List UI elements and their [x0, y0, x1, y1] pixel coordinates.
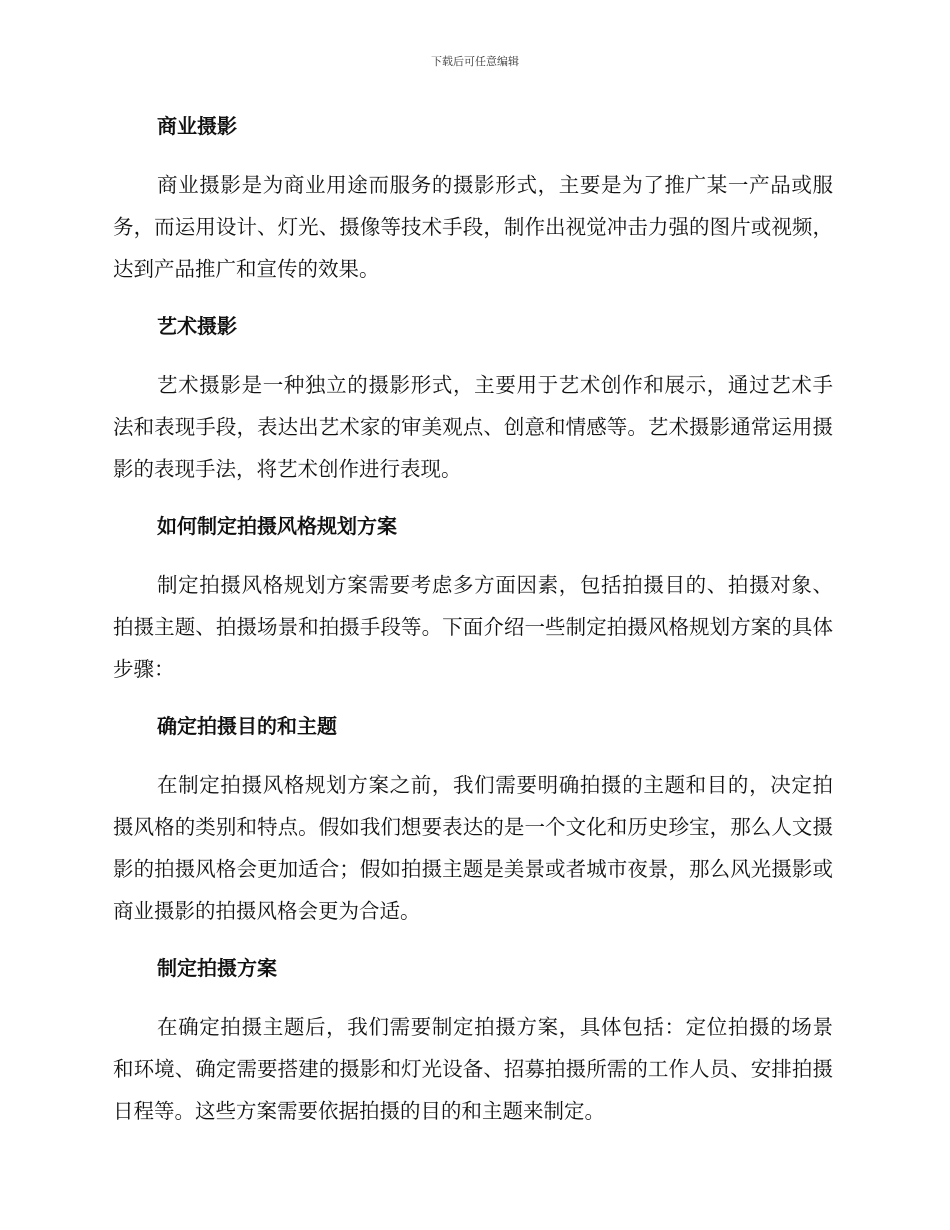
section-purpose-theme	[113, 710, 833, 932]
section-paragraph: 艺术摄影是一种独立的摄影形式，主要用于艺术创作和展示，通过艺术手法和表现手段，表达出艺术家的审美观点、创意和情感等。艺术摄影通常运用摄影的表现手法，将艺术创作进行表现。	[113, 373, 833, 481]
section-shooting-plan	[113, 952, 833, 1132]
section-heading: 如何制定拍摄风格规划方案	[157, 514, 397, 538]
section-paragraph: 商业摄影是为商业用途而服务的摄影形式，主要是为了推广某一产品或服务，而运用设计、灯光、摄像等技术手段，制作出视觉冲击力强的图片或视频，达到产品推广和宣传的效果。	[113, 173, 833, 281]
section-art-photography	[113, 310, 833, 490]
section-style-plan	[113, 510, 833, 690]
section-heading: 商业摄影	[157, 114, 237, 138]
section-heading: 制定拍摄方案	[157, 956, 277, 980]
section-paragraph: 在制定拍摄风格规划方案之前，我们需要明确拍摄的主题和目的，决定拍摄风格的类别和特点。假如我们想要表达的是一个文化和历史珍宝，那么人文摄影的拍摄风格会更加适合；假如拍摄主题是美景或者城市夜景，那么风光摄影或商业摄影的拍摄风格会更为合适。	[113, 773, 833, 923]
page-header: 下载后可任意编辑	[431, 55, 519, 68]
section-paragraph: 制定拍摄风格规划方案需要考虑多方面因素，包括拍摄目的、拍摄对象、拍摄主题、拍摄场景和拍摄手段等。下面介绍一些制定拍摄风格规划方案的具体步骤：	[113, 573, 833, 681]
section-heading: 确定拍摄目的和主题	[157, 714, 337, 738]
section-commercial-photography	[113, 110, 833, 290]
document-body	[113, 110, 833, 1152]
section-paragraph: 在确定拍摄主题后，我们需要制定拍摄方案，具体包括：定位拍摄的场景和环境、确定需要搭建的摄影和灯光设备、招募拍摄所需的工作人员、安排拍摄日程等。这些方案需要依据拍摄的目的和主题来制定。	[113, 1015, 833, 1123]
section-heading: 艺术摄影	[157, 314, 237, 338]
